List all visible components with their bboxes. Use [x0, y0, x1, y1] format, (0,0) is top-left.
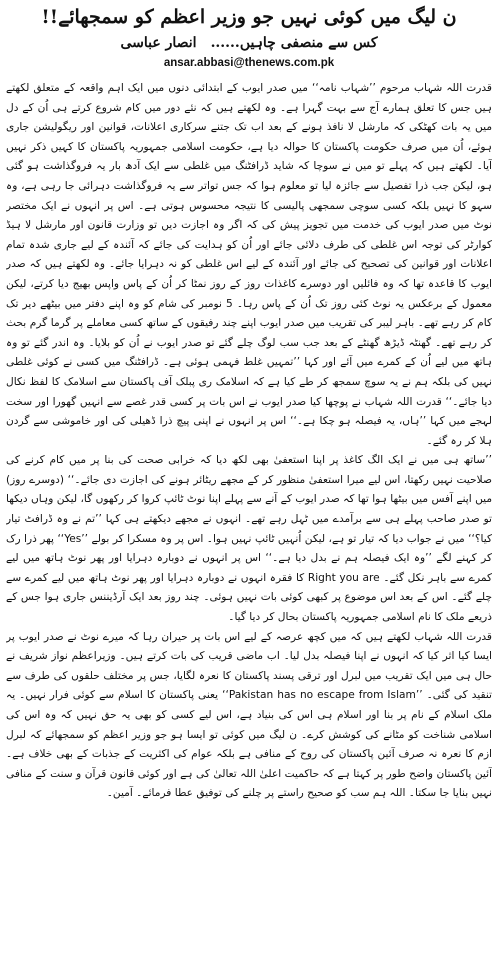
author-name: انصار عباسی	[120, 35, 197, 51]
article-headline: ن لیگ میں کوئی نہیں جو وزیر اعظم کو سمجھائے!!	[41, 6, 457, 28]
article-paragraph: ’’ساتھ ہی میں نے ایک الگ کاغذ پر اپنا استعفیٰ بھی لکھ دیا کہ خرابی صحت کی بنا پر میں کام کرنے کی صلاحیت نہیں رکھتا، اس لیے میرا استعفیٰ منظور کر کے مجھے ریٹائر ہونے کی اجازت دی جائے۔‘‘ (دوسرے روز) میں اپنے آفس میں بیٹھا ہوا تھا کہ صدر ایوب کے آنے سے پہلے اپنا نوٹ ٹائپ کروا کر رکھوں گا، لیکن وہاں دیکھا تو صدر صاحب پہلے ہی سے برآمدے میں ٹہل رہے تھے۔ انہوں نے مجھے دیکھتے ہی کہا ’’تم نے وہ ڈرافٹ تیار کیا؟‘‘ میں نے جواب دیا کہ تیار تو ہے، لیکن اُنہیں ٹائپ نہیں ہوا۔ اس پر وہ مسکرا کر بولے ’’Yes‘‘ پھر ذرا رک کر کہنے لگے ’’وہ ایک فیصلہ ہم نے بدل دیا ہے۔‘‘ اس پر انہوں نے دوبارہ دہرایا اور پھر نوٹ ہاتھ میں لیے کمرے سے باہر نکل گئے۔ Right you are کا فقرہ انہوں نے دوبارہ دہرایا اور پھر نوٹ ہاتھ میں لیے کمرے سے چلے گئے۔ اس کے بعد اس موضوع پر کبھی کوئی بات نہیں ہوئی۔ چند روز بعد ایک آرڈیننس جاری ہوا جس کے ذریعے ملک کا نام اسلامی جمہوریہ پاکستان بحال کر دیا گیا۔	[6, 454, 492, 624]
byline	[6, 32, 492, 54]
column-name: کس سے منصفی چاہیں	[239, 35, 378, 51]
article-body	[6, 79, 492, 941]
byline-separator: ......	[210, 35, 240, 51]
author-email[interactable]: ansar.abbasi@thenews.com.pk	[163, 57, 335, 69]
article-paragraph: قدرت اللہ شہاب مرحوم ’’شہاب نامہ‘‘ میں صدر ایوب کے ابتدائی دنوں میں ایک اہم واقعہ کے متعلق لکھتے ہیں جس کا تعلق ہمارے آج سے بہت گہرا ہے۔ وہ لکھتے ہیں کہ نئے دور میں کام شروع کرتے ہی اُن کے دل میں یہ بات کھٹکی کہ مارشل لا نافذ ہونے کے بعد اب تک جتنے سرکاری اعلانات، قوانین اور ریگولیشن جاری ہوئے، اُن میں صرف حکومت پاکستان کا حوالہ دیا ہے، حکومت اسلامی جمہوریہ پاکستان کا کہیں ذکر نہیں آیا۔ لکھتے ہیں کہ پہلے تو میں نے سوچا کہ شاید ڈرافٹنگ میں غلطی سے ایک آدھ بار یہ فروگذاشت ہو گئی ہو، لیکن جب ذرا تفصیل سے جائزہ لیا تو معلوم ہوا کہ جس تواتر سے یہ فروگذاشت دہرائی جا رہی ہے، وہ سہو کا نہیں بلکہ کسی سوچی سمجھی پالیسی کا نتیجہ محسوس ہوتی ہے۔ اس پر انہوں نے ایک مختصر نوٹ میں صدر ایوب کی خدمت میں تجویز پیش کی کہ اگر وہ اجازت دیں تو وزارت قانون اور مارشل لا ہیڈ کوارٹر کی توجہ اس غلطی کی طرف دلائی جائے اور اُن کو ہدایت کی جائے کہ آئندہ کے لیے جاری شدہ تمام اعلانات اور قوانین کی تصحیح کی جائے اور آئندہ کے لیے اس غلطی کو نہ دہرایا جائے۔ وہ لکھتے ہیں کہ صدر ایوب کا قاعدہ تھا کہ وہ فائلیں اور دوسرے کاغذات روز کے روز نمٹا کر اُن کے پاس واپس بھیج دیا کرتے، لیکن معمول کے برعکس یہ نوٹ کئی روز تک اُن کے پاس رہا۔ 5 نومبر کی شام کو وہ اپنے دفتر میں بیٹھے دیر تک کام کر رہے تھے۔ باہر لیبر کی تقریب میں صدر ایوب اپنے چند رفیقوں کے ساتھ کسی معاملے پر گرما گرم بحث کر رہے تھے۔ گھنٹہ ڈیڑھ گھنٹے کے بعد جب سب لوگ چلے گئے تو صدر ایوب نے اُن کو بلایا۔ وہ اندر گئے تو وہ ہاتھ میں لیے اُن کے کمرے میں آئے اور کہا ’’تمہیں غلط فہمی ہوئی ہے۔ ڈرافٹنگ میں کسی نے کوئی غلطی نہیں کی بلکہ ہم نے یہ سوچ سمجھ کر طے کیا ہے کہ اسلامک ری پبلک آف پاکستان سے اسلامک کا لفظ نکال دیا جائے۔‘‘ قدرت اللہ شہاب نے پوچھا کیا صدر ایوب نے اس بات پر کسی قدر غصے سے انہیں گھورا اور سخت لہجے میں کہا ’’ہاں، یہ فیصلہ ہو چکا ہے۔‘‘ اس پر انہوں نے اپنی پیچ ذرا ڈھیلی کی اور خاموشی سے گردن ہلا کر رہ گئے۔	[6, 82, 492, 447]
article-paragraph: قدرت اللہ شہاب لکھتے ہیں کہ میں کچھ عرصہ کے لیے اس بات پر حیران رہا کہ میرے نوٹ نے صدر ایوب پر ایسا کیا اثر کیا کہ انہوں نے اپنا فیصلہ بدل لیا۔ اب ماضی قریب کی بات کرتے ہیں۔ وزیراعظم نواز شریف نے حال ہی میں ایک تقریب میں لبرل اور ترقی پسند پاکستان کا نعرہ لگایا، جس پر مختلف حلقوں کی طرف سے تنقید کی گئی۔ ’’Pakistan has no escape from Islam‘‘ یعنی پاکستان کا اسلام سے کوئی فرار نہیں۔ یہ ملک اسلام کے نام پر بنا اور اسلام ہی اس کی بنیاد ہے، اس لیے کسی کو بھی یہ حق نہیں کہ وہ اس کی اسلامی شناخت کو مٹانے کی کوشش کرے۔ ن لیگ میں کوئی تو ایسا ہو جو وزیر اعظم کو سمجھائے کہ لبرل ازم کا نعرہ نہ صرف آئین پاکستان کی روح کے منافی ہے بلکہ عوام کی اکثریت کے جذبات کے بھی خلاف ہے۔ آئین پاکستان واضح طور پر کہتا ہے کہ حاکمیت اعلیٰ اللہ تعالیٰ کی ہے اور کوئی قانون قرآن و سنت کے منافی نہیں بنایا جا سکتا۔ اللہ ہم سب کو صحیح راستے پر چلنے کی توفیق عطا فرمائے۔ آمین۔	[6, 630, 492, 800]
